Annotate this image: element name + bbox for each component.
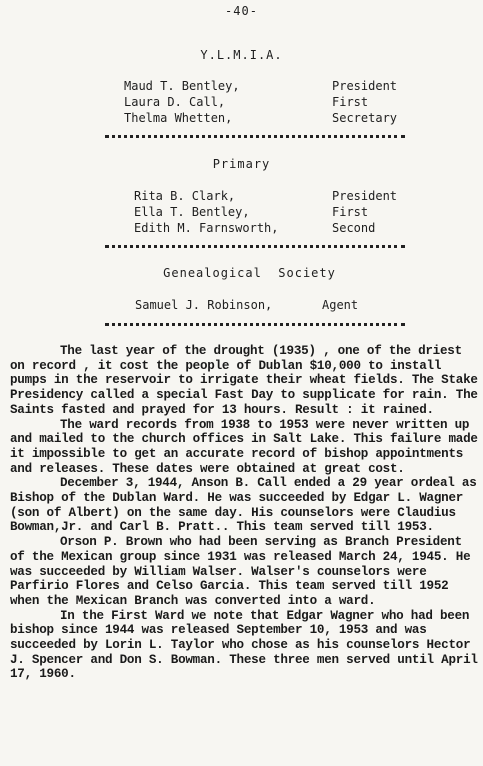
officer-title: President [332,79,398,93]
paragraph-bishop-call: December 3, 1944, Anson B. Call ended a 29 year ordeal as Bishop of the Dublan Ward. He was succeeded by Edgar L. Wagner (son of Albert) on the same day. His counselors were Claudius Bowman,Jr. and Carl B. Pratt.. This team served till 1953. [10,476,477,535]
officer-title: First [332,205,369,219]
genealogical-heading: Genealogical Society [163,266,336,280]
officer-title: Secretary [332,111,398,125]
officer-title: Second [332,221,376,235]
dotted-divider [105,135,405,138]
officer-name: Samuel J. Robinson, [135,298,273,312]
officer-name: Maud T. Bentley, [124,79,240,93]
officer-name: Thelma Whetten, [124,111,233,125]
paragraph-ward-records: The ward records from 1938 to 1953 were never written up and mailed to the church offices in Salt Lake. This failure made it impossible to get an accurate record of bishop appointments and releases. These dates were obtained at great cost. [10,417,478,476]
officer-name: Rita B. Clark, [134,189,236,203]
primary-heading: Primary [212,157,271,171]
officer-title: President [332,189,398,203]
officer-name: Ella T. Bentley, [134,205,250,219]
narrative-body [10,344,480,682]
officer-title: First [332,95,369,109]
officer-name: Edith M. Farnsworth, [134,221,279,235]
dotted-divider [105,245,405,248]
paragraph-first-ward: In the First Ward we note that Edgar Wagner who had been bishop since 1944 was released September 10, 1953 and was succeeded by Lorin L. Taylor who chose as his counselors Hector J. Spencer and Don S. Bowman. These three men served until April 17, 1960. [10,608,478,682]
page-number: -40- [225,4,258,18]
officer-title: Agent [322,298,359,312]
paragraph-drought: The last year of the drought (1935) , one of the driest on record , it cost the people of Dublan $10,000 to install pumps in the reservoir to irrigate their wheat fields. The Stake Presidency called a special Fast Day to supplicate for rain. The Saints fasted and prayed for 13 hours. Result : it rained. [10,344,478,417]
officer-name: Laura D. Call, [124,95,226,109]
ylmia-heading: Y.L.M.I.A. [200,48,283,62]
dotted-divider [105,323,405,326]
paragraph-mexican-branch: Orson P. Brown who had been serving as Branch President of the Mexican group since 1931 was released March 24, 1945. He was succeeded by William Walser. Walser's counselors were Parfirio Flores and Celso Garcia. This team served till 1952 when the Mexican Branch was converted into a ward. [10,535,471,608]
